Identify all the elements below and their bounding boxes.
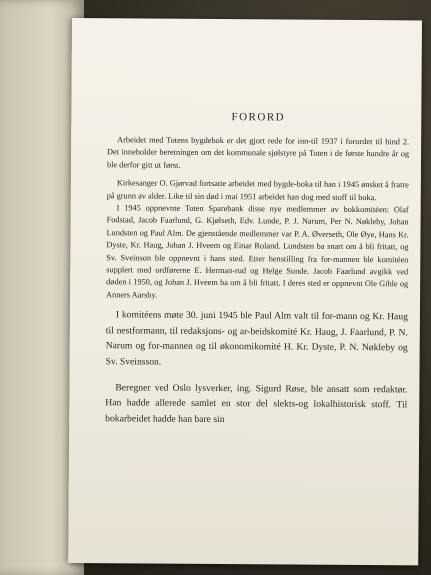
page-text-block bbox=[105, 110, 409, 429]
paragraph-1: Arbeidet med Totens bygdebok er det gjort rede for inn-til 1937 i forordet til bind 2. Det inneholder beretningen om det kommunale sjølstyre på Toten i de første hundre år og ble derfor gitt ut først. bbox=[106, 135, 410, 170]
paragraph-3: I 1945 oppnevnte Toten Sparebank disse nye medlemmer av bokkomitéen: Olaf Fodstad, Jacob Faarlund, G. Kjølseth, Edv. Lunde, P. J. Narum, Per N. Nøkleby, Johan Lundsten og Paul Alm. De gjenstående medlemmer var P. A. Øverseth, Ole Øye, Hans Kr. Dyste, Kr. Haug, Johan J. Hveem og Einar Roland. Lundsten ba snart om å bli fritatt, og Sv. Sveinson ble oppnevnt i hans sted. Etter henstilling fra for-mannen ble komitéen supplert med ordførerne E. Herman-rud og Helge Sunde. Jacob Faarlund avgikk ved døden i 1950, og Johan J. Hveem ba om å bli fritatt. I deres sted er oppnevnt Ole Gihle og Anners Aarsby. bbox=[106, 203, 409, 300]
book-page bbox=[68, 18, 422, 565]
paragraph-2: Kirkesanger O. Gjørvad fortsatte arbeidet med bygde-boka til han i 1945 ønsket å fratre på grunn av alder. Like til sin død i mai 1951 arbeidet han dog med stoff til boka. bbox=[106, 178, 409, 202]
paragraph-5: Beregner ved Oslo lysverker, ing. Sigurd Røse, ble ansatt som redaktør. Han hadde allerede samlet en stor del slekts-og lokalhistorisk stoff. Til bokarbeidet hadde han bare sin bbox=[105, 381, 408, 425]
paragraph-4: I komitéens møte 30. juni 1945 ble Paul Alm valt til for-mann og Kr. Haug til nestformann, til redaksjons- og ar-beidskomité Kr. Haug, J. Faarlund, P. N. Narum og for-mannen og til økonomikomité H. Kr. Dyste, P. N. Nøkleby og Sv. Sveinsson. bbox=[105, 309, 408, 368]
page-title: FORORD bbox=[231, 111, 286, 124]
